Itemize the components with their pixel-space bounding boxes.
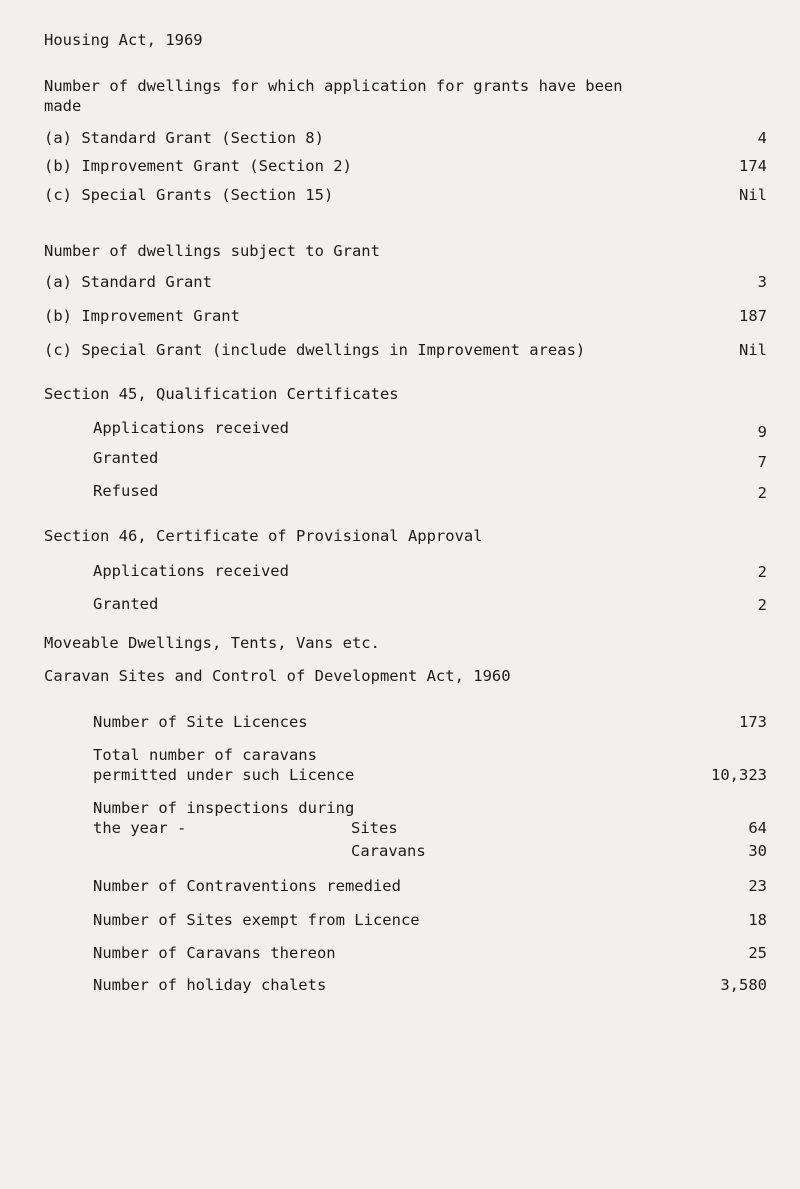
subject-item-label: (a) Standard Grant <box>44 273 212 291</box>
section45-title: Section 45, Qualification Certificates <box>44 385 399 403</box>
applications-item-label: (c) Special Grants (Section 15) <box>44 186 334 204</box>
contraventions-label: Number of Contraventions remedied <box>93 877 401 895</box>
inspections-sites-label: Sites <box>351 819 398 837</box>
subject-item-value: Nil <box>739 341 767 359</box>
subject-item-value: 3 <box>757 273 767 291</box>
applications-item-label: (b) Improvement Grant (Section 2) <box>44 157 352 175</box>
applications-item-value: 4 <box>757 129 767 147</box>
inspections-sites-value: 64 <box>748 819 767 837</box>
site-licences-label: Number of Site Licences <box>93 713 308 731</box>
total-caravans-value: 10,323 <box>711 766 767 784</box>
applications-item-label: (a) Standard Grant (Section 8) <box>44 129 324 147</box>
applications-title-line2: made <box>44 97 82 115</box>
section45-item-value: 2 <box>757 484 767 502</box>
site-licences-value: 173 <box>739 713 767 731</box>
section46-item-value: 2 <box>757 563 767 581</box>
inspections-caravans-label: Caravans <box>351 842 426 860</box>
section46-item-label: Granted <box>93 595 159 613</box>
section46-title: Section 46, Certificate of Provisional Approval <box>44 527 483 545</box>
applications-item-value: 174 <box>739 157 767 175</box>
total-caravans-label-line1: Total number of caravans <box>93 746 317 764</box>
inspections-label-line1: Number of inspections during <box>93 799 355 817</box>
section45-item-label: Applications received <box>93 419 289 437</box>
moveable-title: Moveable Dwellings, Tents, Vans etc. <box>44 634 380 652</box>
page-heading: Housing Act, 1969 <box>44 31 203 49</box>
subject-item-value: 187 <box>739 307 767 325</box>
section45-item-label: Refused <box>93 482 159 500</box>
section45-item-label: Granted <box>93 449 159 467</box>
section45-item-value: 7 <box>757 453 767 471</box>
applications-title-line1: Number of dwellings for which application for grants have been <box>44 77 623 95</box>
caravan-act-title: Caravan Sites and Control of Development Act, 1960 <box>44 667 511 685</box>
exempt-sites-value: 18 <box>748 911 767 929</box>
holiday-chalets-value: 3,580 <box>720 976 767 994</box>
exempt-sites-label: Number of Sites exempt from Licence <box>93 911 420 929</box>
holiday-chalets-label: Number of holiday chalets <box>93 976 327 994</box>
applications-item-value: Nil <box>739 186 767 204</box>
section46-item-label: Applications received <box>93 562 289 580</box>
caravans-thereon-value: 25 <box>748 944 767 962</box>
section45-item-value: 9 <box>757 423 767 441</box>
subject-title: Number of dwellings subject to Grant <box>44 242 380 260</box>
inspections-label-line2: the year - <box>93 819 187 837</box>
subject-item-label: (b) Improvement Grant <box>44 307 240 325</box>
contraventions-value: 23 <box>748 877 767 895</box>
total-caravans-label-line2: permitted under such Licence <box>93 766 355 784</box>
section46-item-value: 2 <box>757 596 767 614</box>
inspections-caravans-value: 30 <box>748 842 767 860</box>
subject-item-label: (c) Special Grant (include dwellings in Improvement areas) <box>44 341 586 359</box>
caravans-thereon-label: Number of Caravans thereon <box>93 944 336 962</box>
